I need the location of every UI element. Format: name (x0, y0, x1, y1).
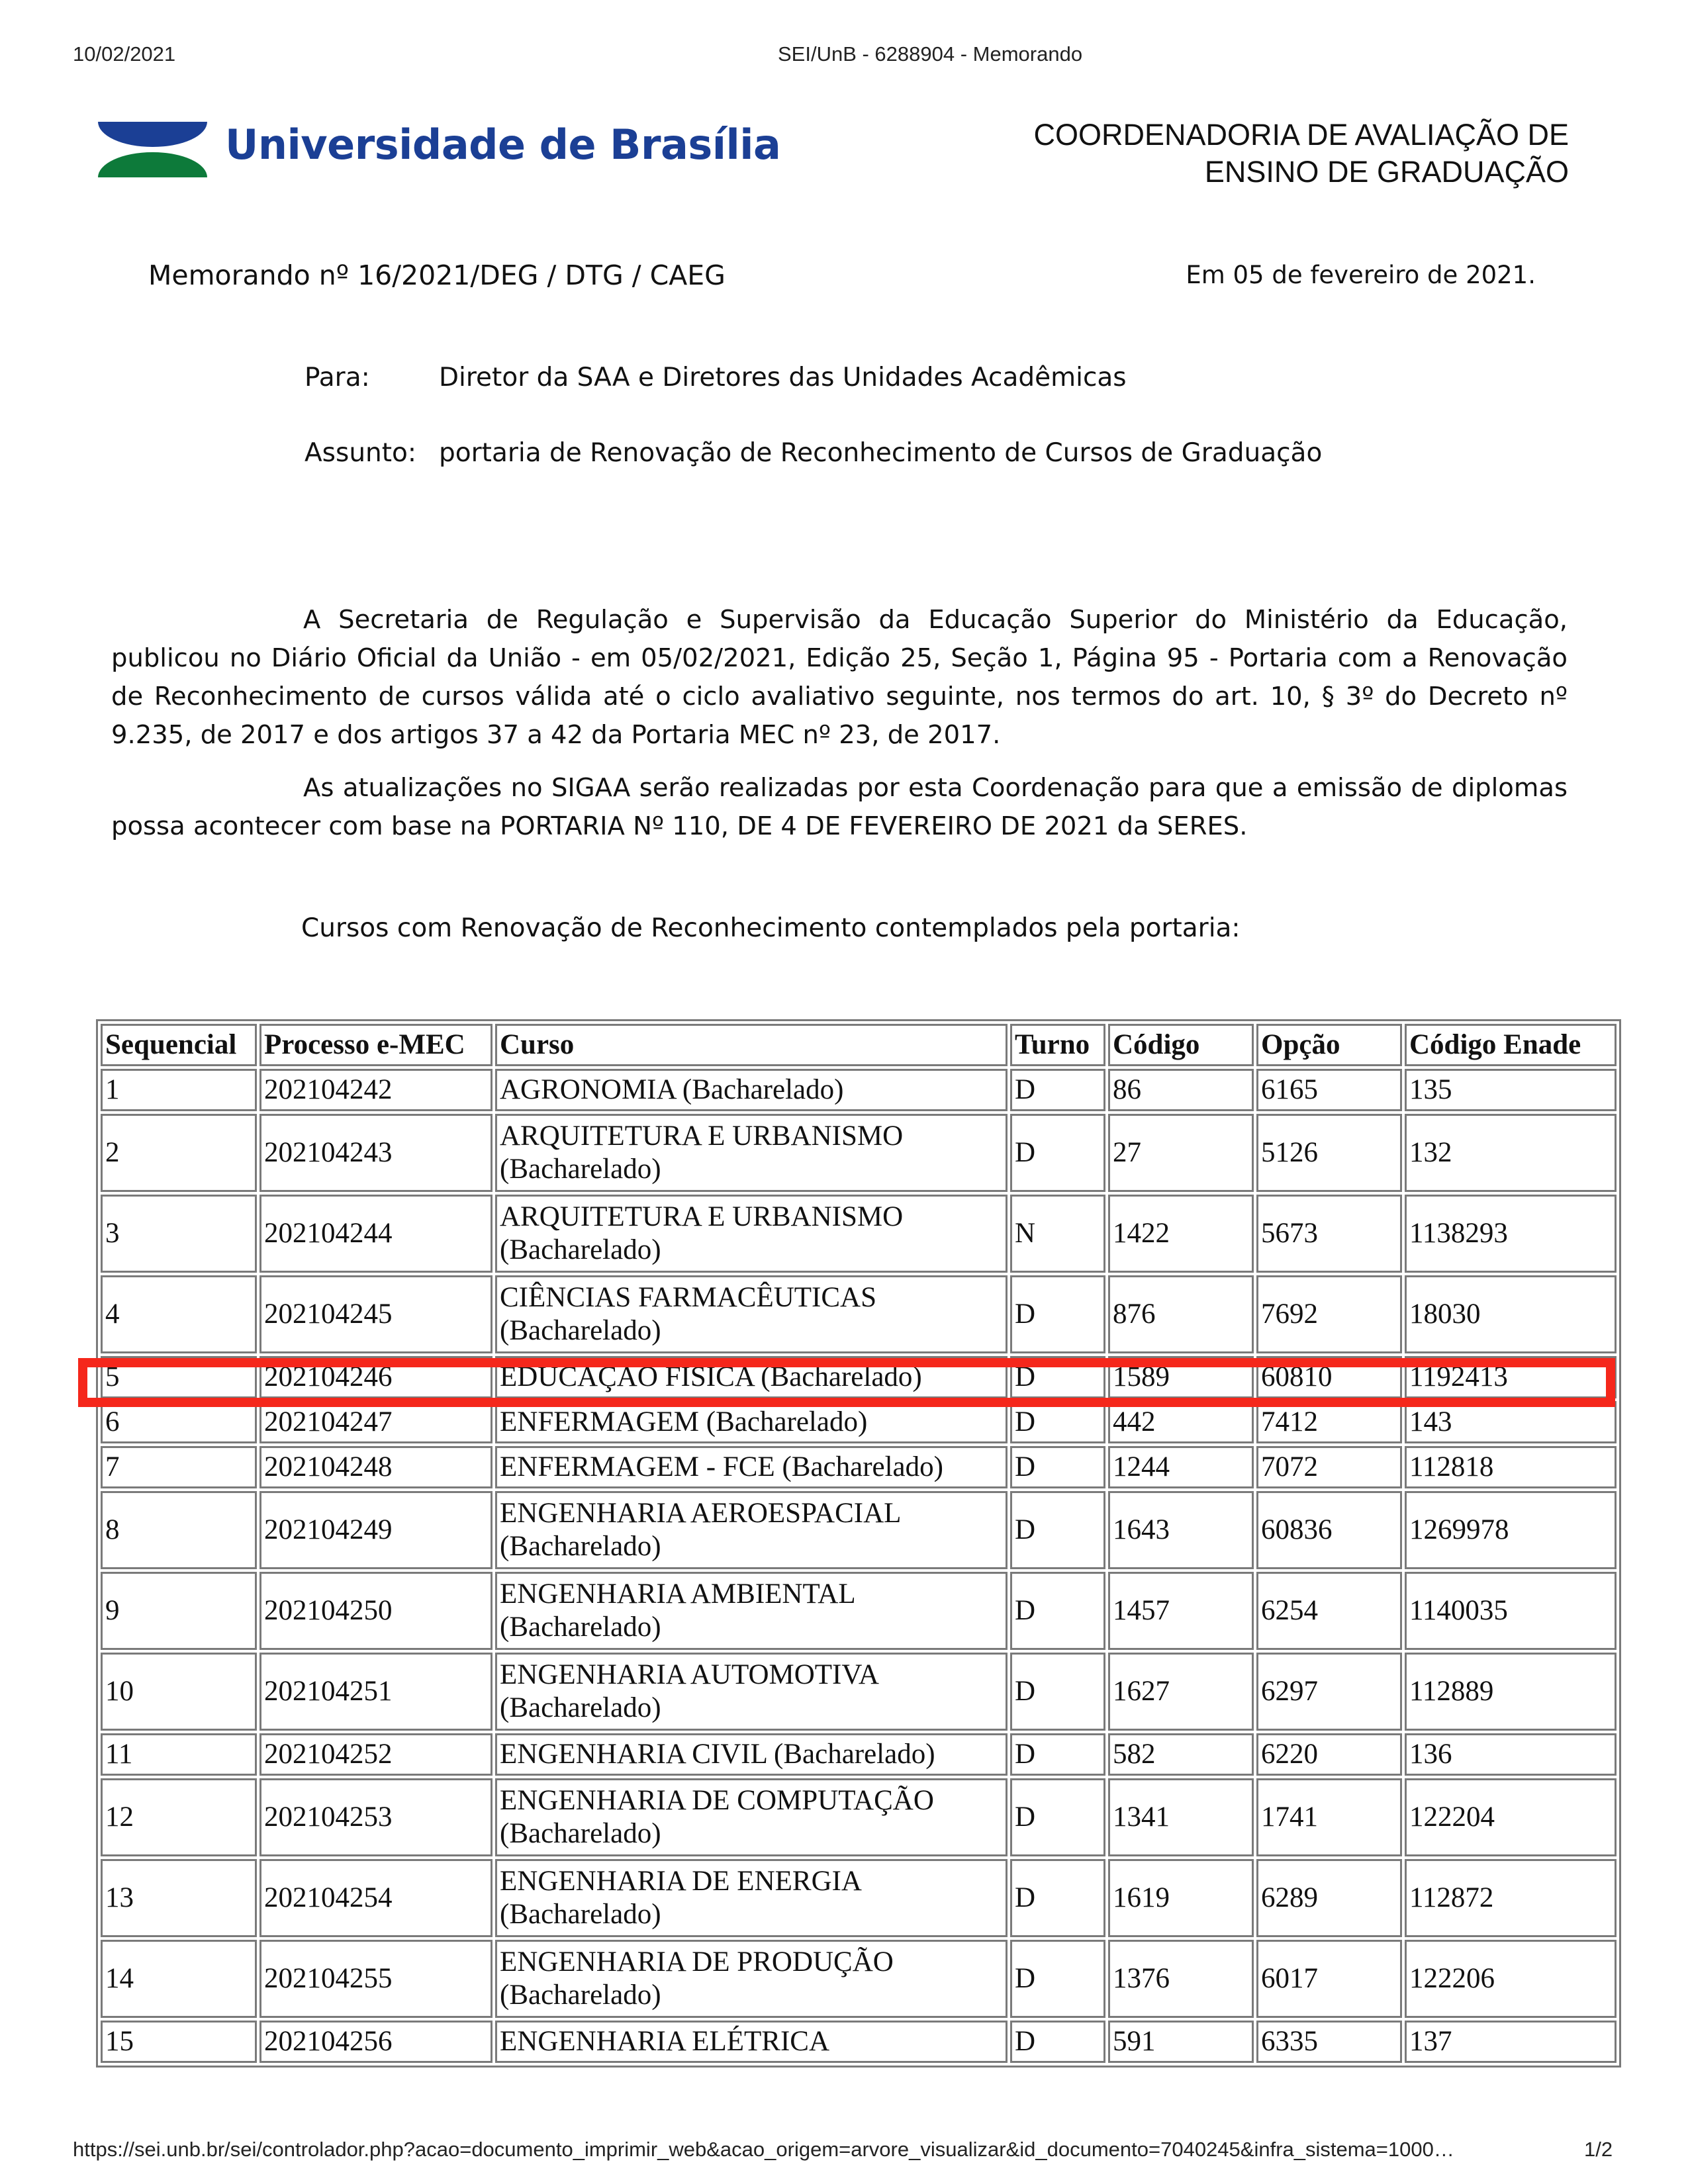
cell-seq: 13 (101, 1859, 257, 1937)
cell-processo: 202104242 (259, 1069, 492, 1111)
cell-opcao: 6289 (1256, 1859, 1402, 1937)
body-paragraph-2 (111, 769, 1568, 846)
cell-codigo: 1643 (1108, 1491, 1254, 1569)
cell-enade: 112872 (1405, 1859, 1617, 1937)
cell-enade: 137 (1405, 2021, 1617, 2063)
cell-seq: 4 (101, 1275, 257, 1353)
header-codigo: Código (1108, 1024, 1254, 1066)
cell-seq: 5 (101, 1356, 257, 1398)
cell-enade: 112818 (1405, 1446, 1617, 1488)
table-header-row (101, 1024, 1617, 1066)
table-row (101, 1491, 1617, 1569)
cell-curso: ENGENHARIA AUTOMOTIVA (Bacharelado) (495, 1653, 1008, 1731)
cell-enade: 1138293 (1405, 1195, 1617, 1273)
cell-turno: D (1010, 1114, 1105, 1192)
cell-curso: ENFERMAGEM - FCE (Bacharelado) (495, 1446, 1008, 1488)
cell-turno: D (1010, 1275, 1105, 1353)
cell-enade: 122206 (1405, 1940, 1617, 2018)
cell-seq: 3 (101, 1195, 257, 1273)
cell-processo: 202104255 (259, 1940, 492, 2018)
cell-codigo: 1627 (1108, 1653, 1254, 1731)
cell-processo: 202104243 (259, 1114, 492, 1192)
print-title: SEI/UnB - 6288904 - Memorando (778, 42, 1083, 66)
cell-seq: 9 (101, 1572, 257, 1650)
cell-curso: ENGENHARIA DE ENERGIA (Bacharelado) (495, 1859, 1008, 1937)
cell-processo: 202104252 (259, 1733, 492, 1776)
table-row (101, 1069, 1617, 1111)
cell-turno: N (1010, 1195, 1105, 1273)
table-row (101, 1859, 1617, 1937)
logo-text: Universidade de Brasília (225, 120, 781, 169)
cell-opcao: 1741 (1256, 1778, 1402, 1856)
cell-processo: 202104254 (259, 1859, 492, 1937)
cell-codigo: 1422 (1108, 1195, 1254, 1273)
cell-codigo: 1244 (1108, 1446, 1254, 1488)
footer-url: https://sei.unb.br/sei/controlador.php?acao=documento_imprimir_web&acao_origem=arvore_visualizar&id_documento=7040245&infra_sistema=1000… (73, 2138, 1454, 2161)
cell-turno: D (1010, 1069, 1105, 1111)
body-paragraph-2-text: As atualizações no SIGAA serão realizadas por esta Coordenação para que a emissão de diplomas possa acontecer com base na PORTARIA Nº 110, DE 4 DE FEVEREIRO DE 2021 da SERES. (111, 773, 1568, 841)
cell-turno: D (1010, 1356, 1105, 1398)
cell-turno: D (1010, 1401, 1105, 1443)
cell-curso: ENGENHARIA CIVIL (Bacharelado) (495, 1733, 1008, 1776)
cell-processo: 202104246 (259, 1356, 492, 1398)
cell-processo: 202104248 (259, 1446, 492, 1488)
table-row (101, 1778, 1617, 1856)
cell-enade: 18030 (1405, 1275, 1617, 1353)
cell-processo: 202104256 (259, 2021, 492, 2063)
course-list-intro: Cursos com Renovação de Reconhecimento contemplados pela portaria: (301, 913, 1241, 943)
cell-enade: 135 (1405, 1069, 1617, 1111)
cell-processo: 202104249 (259, 1491, 492, 1569)
cell-turno: D (1010, 1572, 1105, 1650)
cell-seq: 14 (101, 1940, 257, 2018)
header-turno: Turno (1010, 1024, 1105, 1066)
cell-turno: D (1010, 1491, 1105, 1569)
header-sequencial: Sequencial (101, 1024, 257, 1066)
cell-opcao: 5126 (1256, 1114, 1402, 1192)
cell-seq: 8 (101, 1491, 257, 1569)
cell-enade: 1140035 (1405, 1572, 1617, 1650)
cell-enade: 143 (1405, 1401, 1617, 1443)
cell-curso: CIÊNCIAS FARMACÊUTICAS (Bacharelado) (495, 1275, 1008, 1353)
cell-opcao: 60836 (1256, 1491, 1402, 1569)
cell-turno: D (1010, 1778, 1105, 1856)
print-date: 10/02/2021 (73, 42, 176, 66)
cell-curso: ARQUITETURA E URBANISMO (Bacharelado) (495, 1195, 1008, 1273)
body-paragraph-1-text: A Secretaria de Regulação e Supervisão da Educação Superior do Ministério da Educação, publicou no Diário Oficial da União - em 05/02/2021, Edição 25, Seção 1, Página 95 - Portaria com a Renovação de Reconhecimento de cursos válida até o ciclo avaliativo seguinte, nos termos do art. 10, § 3º do Decreto nº 9.235, de 2017 e dos artigos 37 a 42 da Portaria MEC nº 23, de 2017. (111, 605, 1568, 750)
header-codigo-enade: Código Enade (1405, 1024, 1617, 1066)
table-body (101, 1069, 1617, 2063)
cell-opcao: 6335 (1256, 2021, 1402, 2063)
table-row (101, 1114, 1617, 1192)
cell-processo: 202104251 (259, 1653, 492, 1731)
department-line-1: COORDENADORIA DE AVALIAÇÃO DE (1033, 118, 1569, 152)
memo-number: Memorando nº 16/2021/DEG / DTG / CAEG (148, 259, 726, 291)
cell-curso: ENGENHARIA ELÉTRICA (495, 2021, 1008, 2063)
cell-turno: D (1010, 1859, 1105, 1937)
cell-opcao: 7072 (1256, 1446, 1402, 1488)
university-logo (98, 120, 781, 188)
cell-turno: D (1010, 1940, 1105, 2018)
memo-date: Em 05 de fevereiro de 2021. (1186, 261, 1536, 289)
cell-processo: 202104247 (259, 1401, 492, 1443)
cell-curso: ENGENHARIA DE COMPUTAÇÃO (Bacharelado) (495, 1778, 1008, 1856)
cell-codigo: 1457 (1108, 1572, 1254, 1650)
cell-opcao: 5673 (1256, 1195, 1402, 1273)
table-row (101, 2021, 1617, 2063)
cell-seq: 6 (101, 1401, 257, 1443)
cell-curso: ENGENHARIA AEROESPACIAL (Bacharelado) (495, 1491, 1008, 1569)
table-row (101, 1446, 1617, 1488)
unb-emblem-icon (98, 122, 207, 177)
table-row (101, 1195, 1617, 1273)
cell-codigo: 582 (1108, 1733, 1254, 1776)
cell-seq: 2 (101, 1114, 257, 1192)
cell-codigo: 1341 (1108, 1778, 1254, 1856)
cell-opcao: 6165 (1256, 1069, 1402, 1111)
cell-turno: D (1010, 1653, 1105, 1731)
department-name (1033, 116, 1569, 191)
cell-codigo: 86 (1108, 1069, 1254, 1111)
cell-opcao: 7412 (1256, 1401, 1402, 1443)
header-processo: Processo e-MEC (259, 1024, 492, 1066)
cell-curso: ENFERMAGEM (Bacharelado) (495, 1401, 1008, 1443)
cell-curso: EDUCAÇÃO FÍSICA (Bacharelado) (495, 1356, 1008, 1398)
cell-turno: D (1010, 1446, 1105, 1488)
cell-curso: ENGENHARIA DE PRODUÇÃO (Bacharelado) (495, 1940, 1008, 2018)
subject-label: Assunto: (305, 438, 417, 468)
cell-codigo: 876 (1108, 1275, 1254, 1353)
cell-seq: 10 (101, 1653, 257, 1731)
cell-processo: 202104253 (259, 1778, 492, 1856)
cell-turno: D (1010, 2021, 1105, 2063)
cell-enade: 1192413 (1405, 1356, 1617, 1398)
table-row (101, 1275, 1617, 1353)
subject-value: portaria de Renovação de Reconhecimento de Cursos de Graduação (439, 438, 1323, 468)
cell-curso: ARQUITETURA E URBANISMO (Bacharelado) (495, 1114, 1008, 1192)
cell-seq: 7 (101, 1446, 257, 1488)
department-line-2: ENSINO DE GRADUAÇÃO (1204, 155, 1569, 189)
table-row (101, 1572, 1617, 1650)
cell-seq: 1 (101, 1069, 257, 1111)
cell-codigo: 1619 (1108, 1859, 1254, 1937)
cell-enade: 122204 (1405, 1778, 1617, 1856)
table-row (101, 1940, 1617, 2018)
header-opcao: Opção (1256, 1024, 1402, 1066)
cell-enade: 112889 (1405, 1653, 1617, 1731)
cell-curso: AGRONOMIA (Bacharelado) (495, 1069, 1008, 1111)
cell-enade: 132 (1405, 1114, 1617, 1192)
cell-codigo: 442 (1108, 1401, 1254, 1443)
footer-page-number: 1/2 (1584, 2138, 1613, 2161)
cell-processo: 202104244 (259, 1195, 492, 1273)
cell-enade: 136 (1405, 1733, 1617, 1776)
cell-seq: 12 (101, 1778, 257, 1856)
cell-turno: D (1010, 1733, 1105, 1776)
cell-codigo: 1376 (1108, 1940, 1254, 2018)
body-paragraph-1 (111, 601, 1568, 754)
cell-opcao: 7692 (1256, 1275, 1402, 1353)
cell-opcao: 60810 (1256, 1356, 1402, 1398)
cell-codigo: 1589 (1108, 1356, 1254, 1398)
table-row (101, 1401, 1617, 1443)
cell-opcao: 6297 (1256, 1653, 1402, 1731)
courses-table (96, 1019, 1621, 2068)
recipient-label: Para: (305, 363, 370, 392)
cell-seq: 15 (101, 2021, 257, 2063)
recipient-value: Diretor da SAA e Diretores das Unidades Acadêmicas (439, 363, 1127, 392)
cell-opcao: 6220 (1256, 1733, 1402, 1776)
cell-processo: 202104245 (259, 1275, 492, 1353)
cell-opcao: 6017 (1256, 1940, 1402, 2018)
highlight-box (78, 1358, 1615, 1407)
cell-codigo: 591 (1108, 2021, 1254, 2063)
cell-codigo: 27 (1108, 1114, 1254, 1192)
table-row (101, 1653, 1617, 1731)
cell-opcao: 6254 (1256, 1572, 1402, 1650)
cell-enade: 1269978 (1405, 1491, 1617, 1569)
header-curso: Curso (495, 1024, 1008, 1066)
cell-processo: 202104250 (259, 1572, 492, 1650)
cell-curso: ENGENHARIA AMBIENTAL (Bacharelado) (495, 1572, 1008, 1650)
cell-seq: 11 (101, 1733, 257, 1776)
table-row (101, 1733, 1617, 1776)
